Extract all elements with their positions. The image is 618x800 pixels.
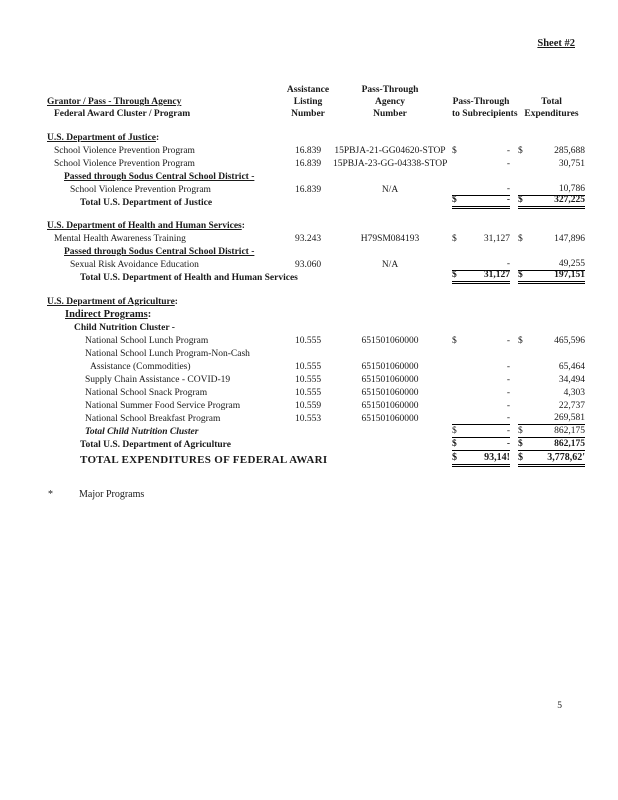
expenditures-cell — [518, 335, 585, 347]
table-row — [47, 373, 585, 386]
amount-value: - — [506, 184, 510, 194]
assistance-listing-cell: 10.555 — [294, 375, 322, 385]
subrecipients-cell — [452, 387, 510, 399]
row-label-suffix: : — [147, 309, 152, 320]
table-rows — [47, 131, 585, 467]
program-cell — [47, 171, 283, 183]
agency-number-cell: 15PBJA-23-GG-04338-STOP — [333, 159, 448, 169]
amount-value: 31,127 — [483, 234, 510, 244]
expenditures-cell — [518, 438, 585, 451]
amount-value: - — [506, 362, 510, 372]
header-agency-column — [333, 84, 447, 120]
header-line: Listing — [293, 97, 323, 107]
header-gap — [47, 120, 585, 131]
row-label: National School Lunch Program — [85, 336, 209, 346]
dollar-sign: $ — [518, 234, 523, 244]
program-cell — [47, 309, 283, 321]
subrecipients-cell — [452, 194, 510, 209]
subrecipients-cell — [452, 269, 510, 284]
table-row — [47, 386, 585, 399]
amount-value: 862,175 — [554, 439, 585, 449]
row-label: U.S. Department of Justice — [47, 133, 156, 143]
row-label: Total U.S. Department of Agriculture — [80, 440, 231, 450]
program-cell — [47, 439, 283, 451]
table-row — [47, 360, 585, 373]
row-label: School Violence Prevention Program — [70, 185, 211, 195]
expenditures-cell — [518, 452, 585, 467]
dollar-sign: $ — [518, 146, 523, 156]
agency-number-cell: 15PBJA-21-GG04620-STOP — [334, 146, 446, 156]
program-cell — [47, 145, 283, 157]
expenditures-cell — [518, 233, 585, 245]
table-row — [47, 131, 585, 144]
assistance-listing-cell: 10.555 — [294, 362, 322, 372]
assistance-listing-cell: 10.559 — [294, 401, 322, 411]
table-row — [47, 271, 585, 284]
dollar-sign: $ — [452, 195, 457, 205]
table-row — [47, 425, 585, 438]
expenditures-cell — [518, 361, 585, 373]
row-label: Supply Chain Assistance - COVID-19 — [85, 375, 231, 385]
dollar-sign: $ — [452, 336, 457, 346]
program-cell — [47, 259, 283, 271]
row-label: National School Lunch Program-Non-Cash — [85, 349, 250, 359]
header-line: Pass-Through — [361, 85, 419, 95]
row-label: Total Child Nutrition Cluster — [85, 427, 199, 437]
program-cell — [47, 413, 283, 425]
dollar-sign: $ — [452, 452, 457, 463]
subrecipients-cell — [452, 412, 510, 425]
table-row — [47, 451, 585, 467]
assistance-listing-cell: 16.839 — [294, 146, 322, 156]
amount-value: - — [506, 146, 510, 156]
table-row — [47, 438, 585, 451]
row-label-suffix: : — [241, 221, 245, 231]
table-row — [47, 399, 585, 412]
amount-value: 22,737 — [558, 401, 585, 411]
program-cell — [47, 296, 283, 308]
expenditures-cell — [518, 269, 585, 284]
footnote — [47, 489, 585, 500]
amount-value: 31,127 — [483, 270, 510, 280]
table-row — [47, 412, 585, 425]
expenditures-cell — [518, 387, 585, 399]
expenditures-cell — [518, 374, 585, 386]
assistance-listing-cell: 16.839 — [294, 159, 322, 169]
program-cell — [47, 158, 283, 170]
agency-number-cell: 651501060000 — [361, 388, 419, 398]
expenditures-cell — [518, 400, 585, 412]
row-label: Total U.S. Department of Health and Human Services — [80, 273, 298, 283]
amount-value: 30,751 — [558, 159, 585, 169]
row-label: Passed through Sodus Central School District - — [64, 247, 255, 257]
expenditures-cell — [518, 425, 585, 438]
agency-number-cell: N/A — [381, 260, 399, 270]
table-row — [47, 232, 585, 245]
expenditures-table — [47, 84, 585, 467]
row-label-suffix: : — [155, 133, 160, 143]
footnote-asterisk: * — [48, 489, 53, 500]
header-subrecipients-column — [452, 96, 518, 120]
row-label: School Violence Prevention Program — [54, 146, 195, 156]
assistance-listing-cell: 10.553 — [294, 414, 322, 424]
program-cell — [47, 454, 328, 467]
header-line: Number — [291, 109, 325, 119]
amount-value: 327,225 — [554, 195, 585, 205]
row-label: Passed through Sodus Central School District - — [64, 172, 255, 182]
row-label: Mental Health Awareness Training — [54, 234, 186, 244]
program-cell — [47, 184, 283, 196]
expenditures-cell — [518, 158, 585, 170]
amount-value: - — [506, 195, 510, 205]
table-row — [47, 157, 585, 170]
row-label: U.S. Department of Agriculture — [47, 297, 175, 307]
amount-value: 49,255 — [558, 259, 585, 269]
expenditures-cell — [518, 412, 585, 425]
amount-value: 3,778,62' — [547, 452, 585, 463]
amount-value: - — [506, 426, 510, 436]
dollar-sign: $ — [452, 234, 457, 244]
table-row — [47, 321, 585, 334]
header-cluster: Federal Award Cluster / Program — [54, 109, 191, 119]
subrecipients-cell — [452, 158, 510, 170]
header-line: Expenditures — [524, 109, 579, 119]
expenditures-cell — [518, 194, 585, 209]
agency-number-cell: 651501060000 — [361, 414, 419, 424]
subrecipients-cell — [452, 335, 510, 347]
program-cell — [47, 272, 298, 284]
dollar-sign: $ — [452, 426, 457, 436]
row-label: TOTAL EXPENDITURES OF FEDERAL AWARI — [80, 454, 328, 466]
dollar-sign: $ — [518, 426, 523, 436]
assistance-listing-cell: 93.060 — [294, 260, 322, 270]
sheet-label: Sheet #2 — [537, 38, 575, 49]
subrecipients-cell — [452, 361, 510, 373]
header-line: Agency — [374, 97, 406, 107]
subrecipients-cell — [452, 400, 510, 412]
dollar-sign: $ — [452, 146, 457, 156]
amount-value: - — [506, 439, 510, 449]
amount-value: 65,464 — [558, 362, 585, 372]
row-label: National School Breakfast Program — [85, 414, 221, 424]
page-number: 5 — [557, 701, 562, 711]
row-label: U.S. Department of Health and Human Services — [47, 221, 242, 231]
table-row — [47, 245, 585, 258]
amount-value: - — [506, 159, 510, 169]
agency-number-cell: 651501060000 — [361, 375, 419, 385]
row-label: Indirect Programs — [65, 309, 148, 320]
subrecipients-cell — [452, 233, 510, 245]
program-cell — [47, 246, 283, 258]
row-label: National Summer Food Service Program — [85, 401, 241, 411]
amount-value: - — [506, 401, 510, 411]
row-label-suffix: : — [174, 297, 178, 307]
amount-value: - — [506, 375, 510, 385]
agency-number-cell: 651501060000 — [361, 336, 419, 346]
footnote-text: Major Programs — [79, 489, 145, 500]
header-program-column — [47, 96, 283, 120]
table-row — [47, 196, 585, 209]
dollar-sign: $ — [518, 270, 523, 280]
program-cell — [47, 387, 283, 399]
table-row — [47, 170, 585, 183]
amount-value: 147,896 — [554, 234, 585, 244]
section-spacer — [47, 284, 585, 295]
assistance-listing-cell: 10.555 — [294, 388, 322, 398]
table-row — [47, 308, 585, 321]
assistance-listing-cell: 93.243 — [294, 234, 322, 244]
dollar-sign: $ — [518, 195, 523, 205]
dollar-sign: $ — [452, 439, 457, 449]
header-line: to Subrecipients — [452, 109, 518, 119]
table-row — [47, 334, 585, 347]
row-label: Child Nutrition Cluster - — [74, 323, 175, 333]
amount-value: 197,151 — [554, 270, 585, 280]
subrecipients-cell — [452, 425, 510, 438]
section-spacer — [47, 209, 585, 219]
amount-value: 465,596 — [554, 336, 585, 346]
program-cell — [47, 400, 283, 412]
row-label: School Violence Prevention Program — [54, 159, 195, 169]
program-cell — [47, 374, 283, 386]
table-row — [47, 347, 585, 360]
assistance-listing-cell: 10.555 — [294, 336, 322, 346]
header-line: Total — [541, 97, 562, 107]
subrecipients-cell — [452, 145, 510, 157]
dollar-sign: $ — [518, 452, 523, 463]
amount-value: 269,581 — [554, 413, 585, 423]
amount-value: 93,14! — [484, 452, 510, 463]
program-cell — [47, 335, 283, 347]
row-label: Total U.S. Department of Justice — [80, 198, 213, 208]
header-line: Pass-Through — [452, 97, 510, 107]
agency-number-cell: 651501060000 — [361, 401, 419, 411]
header-grantor: Grantor / Pass - Through Agency — [47, 97, 182, 107]
subrecipients-cell — [452, 452, 510, 467]
agency-number-cell: N/A — [381, 185, 399, 195]
amount-value: - — [506, 388, 510, 398]
program-cell — [47, 233, 283, 245]
amount-value: 862,175 — [554, 426, 585, 436]
amount-value: - — [506, 336, 510, 346]
program-cell — [47, 322, 283, 334]
dollar-sign: $ — [518, 439, 523, 449]
header-expenditures-column — [518, 96, 585, 120]
table-row — [47, 295, 585, 308]
dollar-sign: $ — [452, 270, 457, 280]
row-label: Sexual Risk Avoidance Education — [70, 260, 199, 270]
amount-value: 10,786 — [558, 184, 585, 194]
row-label: Assistance (Commodities) — [90, 362, 191, 372]
table-header-row — [47, 84, 585, 120]
program-cell — [47, 132, 283, 144]
table-row — [47, 219, 585, 232]
program-cell — [47, 361, 283, 373]
program-cell — [47, 348, 283, 360]
header-assistance-column — [283, 84, 333, 120]
assistance-listing-cell: 16.839 — [294, 185, 322, 195]
amount-value: 34,494 — [558, 375, 585, 385]
program-cell — [47, 197, 283, 209]
amount-value: 285,688 — [554, 146, 585, 156]
agency-number-cell: 651501060000 — [361, 362, 419, 372]
table-row — [47, 144, 585, 157]
row-label: National School Snack Program — [85, 388, 208, 398]
program-cell — [47, 220, 283, 232]
dollar-sign: $ — [518, 336, 523, 346]
agency-number-cell: H79SM084193 — [360, 234, 420, 244]
subrecipients-cell — [452, 438, 510, 451]
subrecipients-cell — [452, 374, 510, 386]
header-line: Assistance — [286, 85, 330, 95]
amount-value: 4,303 — [563, 388, 585, 398]
header-line: Number — [373, 109, 407, 119]
expenditures-cell — [518, 145, 585, 157]
program-cell — [47, 426, 283, 438]
amount-value: - — [506, 413, 510, 423]
amount-value: - — [506, 259, 510, 269]
